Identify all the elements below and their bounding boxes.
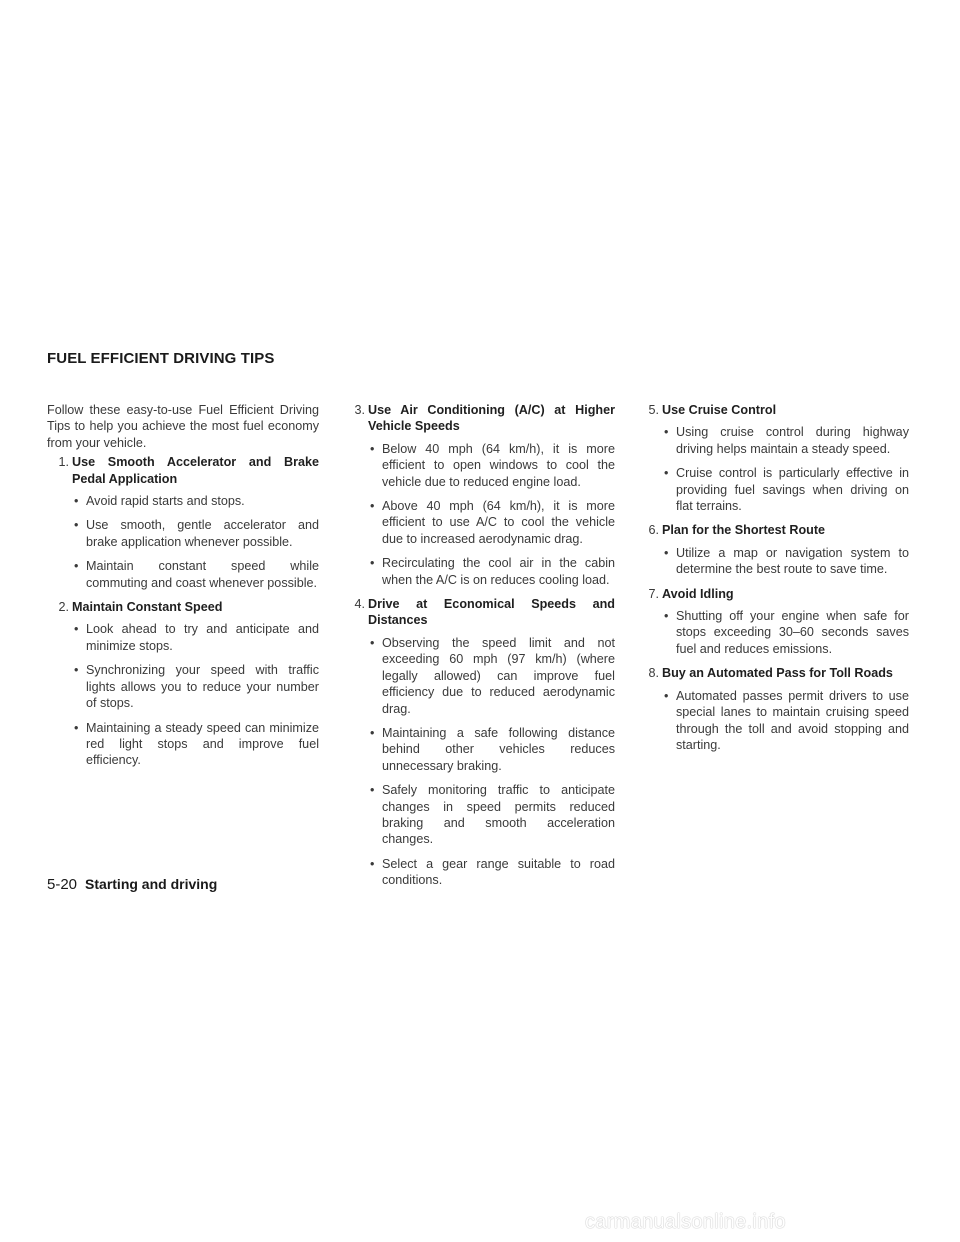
bullet-icon: • [370, 556, 375, 571]
bullet-list [637, 545, 909, 578]
tip-heading [343, 402, 615, 435]
tip-title: Buy an Automated Pass for Toll Roads [662, 666, 893, 681]
tip-title: Use Smooth Accelerator and Brake Pedal Application [72, 455, 319, 486]
tip-heading [47, 454, 319, 487]
tip-title: Maintain Constant Speed [72, 600, 223, 615]
column-3 [637, 402, 909, 761]
tip-number: 3. [354, 403, 365, 417]
bullet-text: Avoid rapid starts and stops. [86, 494, 245, 509]
bullet-item [663, 465, 909, 514]
bullet-text: Observing the speed limit and not exceeding 60 mph (97 km/h) (where legally allowed) can improve fuel efficiency due to reduced aerodynamic drag. [382, 635, 615, 716]
chapter-title: Starting and driving [85, 876, 218, 892]
tip-number: 1. [58, 455, 69, 470]
tip-item [47, 454, 319, 591]
tip-heading [343, 596, 615, 629]
bullet-text: Use smooth, gentle accelerator and brake application whenever possible. [86, 518, 319, 549]
bullet-icon: • [74, 494, 79, 509]
bullet-text: Automated passes permit drivers to use special lanes to maintain cruising speed through the toll and avoid stopping and starting. [676, 688, 909, 752]
bullet-item [369, 782, 615, 848]
tip-item [637, 522, 909, 577]
bullet-icon: • [370, 441, 375, 456]
bullet-icon: • [664, 466, 669, 481]
intro-paragraph: Follow these easy-to-use Fuel Efficient Driving Tips to help you achieve the most fuel economy from your vehicle. [47, 403, 319, 450]
bullet-text: Maintaining a safe following distance behind other vehicles reduces unnecessary braking. [382, 725, 615, 773]
bullet-item [663, 608, 909, 657]
bullet-list [343, 441, 615, 588]
bullet-item [73, 558, 319, 591]
tip-title: Use Cruise Control [662, 403, 777, 417]
bullet-text: Safely monitoring traffic to anticipate changes in speed permits reduced braking and smooth acceleration changes. [382, 783, 615, 847]
bullet-icon: • [664, 688, 669, 703]
bullet-icon: • [74, 559, 79, 574]
bullet-icon: • [664, 545, 669, 560]
bullet-item [369, 498, 615, 547]
bullet-text: Utilize a map or navigation system to determine the best route to save time. [676, 545, 909, 577]
bullet-list [637, 608, 909, 657]
tip-heading [47, 599, 319, 615]
bullet-item [73, 621, 319, 654]
bullet-text: Below 40 mph (64 km/h), it is more efficient to open windows to cool the vehicle due to reduced engine load. [382, 441, 615, 489]
tip-item [343, 596, 615, 889]
column-1 [47, 402, 319, 777]
tip-item [637, 665, 909, 753]
tip-title: Avoid Idling [662, 586, 734, 601]
bullet-text: Shutting off your engine when safe for stops exceeding 30–60 seconds saves fuel and reduces emissions. [676, 609, 909, 656]
column-2 [343, 402, 615, 897]
tip-heading [637, 586, 909, 602]
bullet-list [47, 621, 319, 768]
bullet-icon: • [370, 635, 375, 650]
tip-item [343, 402, 615, 588]
bullet-item [663, 424, 909, 457]
page-number: 5-20 [47, 876, 78, 893]
tip-title: Drive at Economical Speeds and Distances [368, 597, 615, 628]
bullet-text: Maintaining a steady speed can minimize red light stops and improve fuel efficiency. [86, 720, 319, 768]
bullet-icon: • [74, 518, 79, 533]
tip-number: 8. [648, 666, 659, 681]
bullet-item [663, 545, 909, 578]
bullet-item [73, 662, 319, 711]
bullet-icon: • [664, 609, 669, 624]
tip-number: 6. [648, 523, 659, 538]
bullet-icon: • [370, 783, 375, 798]
bullet-item [369, 441, 615, 490]
bullet-icon: • [370, 856, 375, 871]
tip-number: 7. [648, 586, 659, 601]
bullet-item [73, 517, 319, 550]
tip-heading [637, 402, 909, 418]
tip-item [637, 402, 909, 514]
bullet-icon: • [664, 425, 669, 440]
bullet-item [369, 555, 615, 588]
tip-number: 4. [354, 597, 365, 612]
bullet-icon: • [370, 725, 375, 740]
bullet-text: Recirculating the cool air in the cabin when the A/C is on reduces cooling load. [382, 556, 615, 587]
bullet-list [47, 493, 319, 591]
bullet-text: Maintain constant speed while commuting and coast whenever possible. [86, 559, 319, 590]
bullet-item [663, 688, 909, 754]
bullet-item [73, 720, 319, 769]
bullet-item [369, 635, 615, 717]
watermark-text: carmanualsonline.info [585, 1211, 786, 1233]
bullet-icon: • [74, 663, 79, 678]
tip-item [637, 586, 909, 658]
bullet-text: Synchronizing your speed with traffic lights allows you to reduce your number of stops. [86, 663, 319, 711]
bullet-text: Look ahead to try and anticipate and minimize stops. [86, 622, 319, 653]
bullet-icon: • [370, 499, 375, 514]
tip-heading [637, 522, 909, 538]
page-footer [47, 876, 217, 893]
bullet-list [637, 688, 909, 754]
section-heading: FUEL EFFICIENT DRIVING TIPS [47, 350, 275, 367]
bullet-text: Select a gear range suitable to road conditions. [382, 856, 615, 888]
bullet-item [369, 856, 615, 889]
bullet-icon: • [74, 720, 79, 735]
bullet-text: Cruise control is particularly effective in providing fuel savings when driving on flat terrains. [676, 466, 909, 514]
bullet-list [343, 635, 615, 889]
bullet-list [637, 424, 909, 514]
tip-title: Plan for the Shortest Route [662, 523, 826, 538]
bullet-item [73, 493, 319, 509]
bullet-text: Using cruise control during highway driving helps maintain a steady speed. [676, 425, 909, 456]
bullet-text: Above 40 mph (64 km/h), it is more efficient to use A/C to cool the vehicle due to increased aerodynamic drag. [382, 499, 615, 546]
bullet-icon: • [74, 622, 79, 637]
tip-title: Use Air Conditioning (A/C) at Higher Vehicle Speeds [368, 403, 615, 434]
tip-heading [637, 665, 909, 681]
tip-item [47, 599, 319, 769]
bullet-item [369, 725, 615, 774]
tip-number: 2. [58, 600, 69, 615]
tip-number: 5. [648, 403, 659, 417]
